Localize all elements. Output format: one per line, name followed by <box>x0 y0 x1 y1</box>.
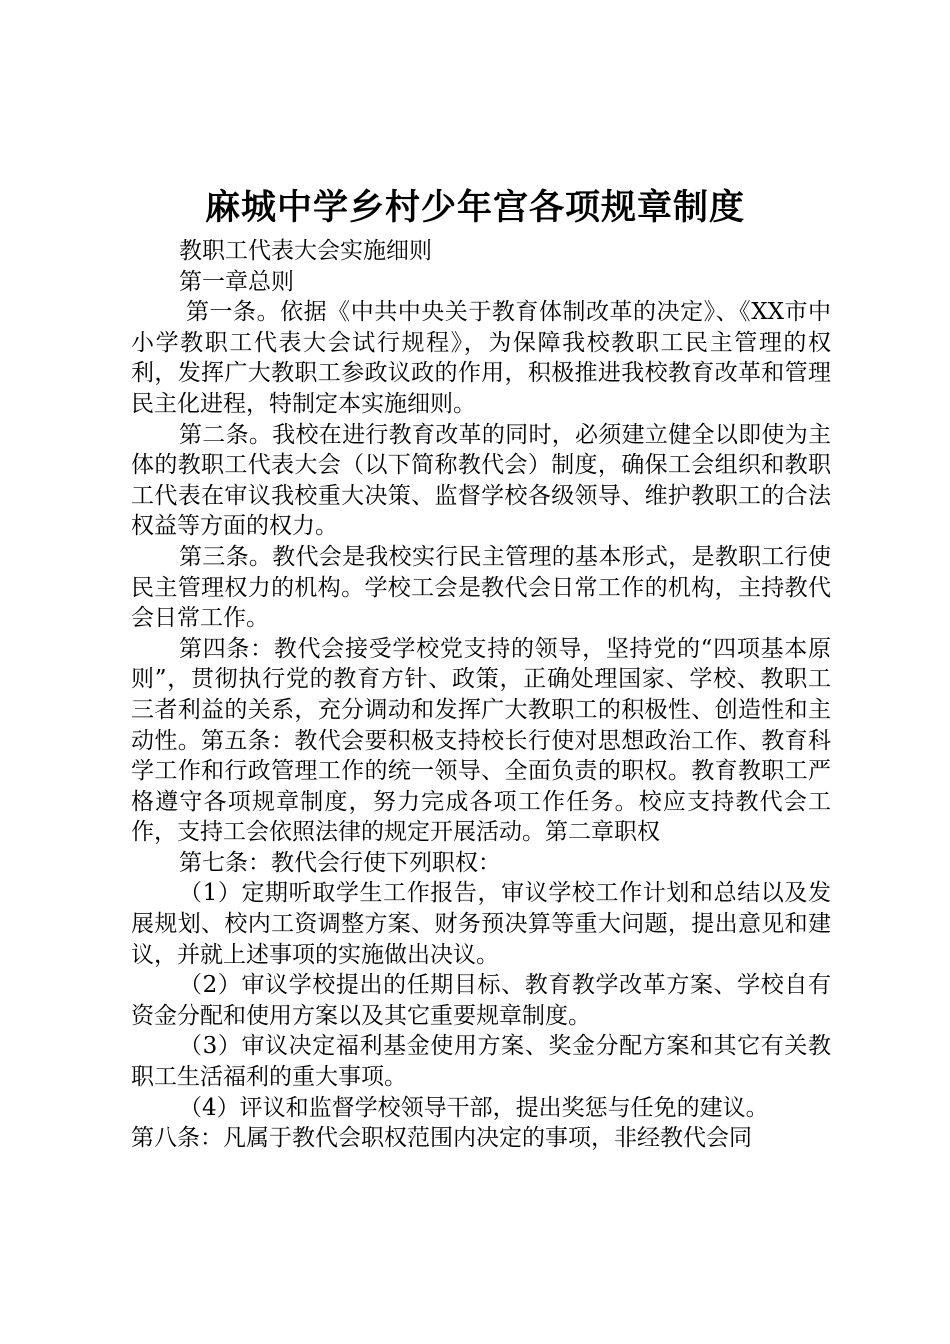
list-item: （2）审议学校提出的任期目标、教育教学改革方案、学校自有资金分配和使用方案以及其它重要规章制度。 <box>131 972 831 1029</box>
article-paragraph: 第七条：教代会行使下列职权： <box>179 849 501 876</box>
article-paragraph: 第二条。我校在进行教育改革的同时，必须建立健全以即使为主体的教职工代表大会（以下简称教代会）制度，确保工会组织和教职工代表在审议我校重大决策、监督学校各级领导、维护教职工的合法权益等方面的权力。 <box>131 421 831 540</box>
chapter-heading: 第一章总则 <box>179 268 294 295</box>
document-title: 麻城中学乡村少年宫各项规章制度 <box>204 187 745 228</box>
document-body <box>131 236 831 1154</box>
article-paragraph: 第一条。依据《中共中央关于教育体制改革的决定》、《XX市中小学教职工代表大会试行规程》，为保障我校教职工民主管理的权利，发挥广大教职工参政议政的作用，积极推进我校教育改革和管理民主化进程，特制定本实施细则。 <box>131 299 831 417</box>
article-paragraph: 第三条。教代会是我校实行民主管理的基本形式，是教职工行使民主管理权力的机构。学校工会是教代会日常工作的机构，主持教代会日常工作。 <box>131 543 831 632</box>
article-paragraph: 第四条：教代会接受学校党支持的领导，坚持党的“四项基本原则”，贯彻执行党的教育方针、政策，正确处理国家、学校、教职工三者利益的关系，充分调动和发挥广大教职工的积极性、创造性和主动性。第五条：教代会要积极支持校长行使对思想政治工作、教育科学工作和行政管理工作的统一领导、全面负责的职权。教育教职工严格遵守各项规章制度，努力完成各项工作任务。校应支持教代会工作，支持工会依照法律的规定开展活动。第二章职权 <box>131 635 831 846</box>
list-item: （3）审议决定福利基金使用方案、奖金分配方案和其它有关教职工生活福利的重大事项。 <box>131 1033 831 1091</box>
list-item: （1）定期听取学生工作报告，审议学校工作计划和总结以及发展规划、校内工资调整方案、财务预决算等重大问题，提出意见和建议，并就上述事项的实施做出决议。 <box>131 880 831 968</box>
section-heading: 教职工代表大会实施细则 <box>179 238 432 264</box>
list-item: （4）评议和监督学校领导干部，提出奖惩与任免的建议。 <box>179 1094 769 1121</box>
article-paragraph: 第八条：凡属于教代会职权范围内决定的事项，非经教代会同 <box>131 1125 752 1152</box>
